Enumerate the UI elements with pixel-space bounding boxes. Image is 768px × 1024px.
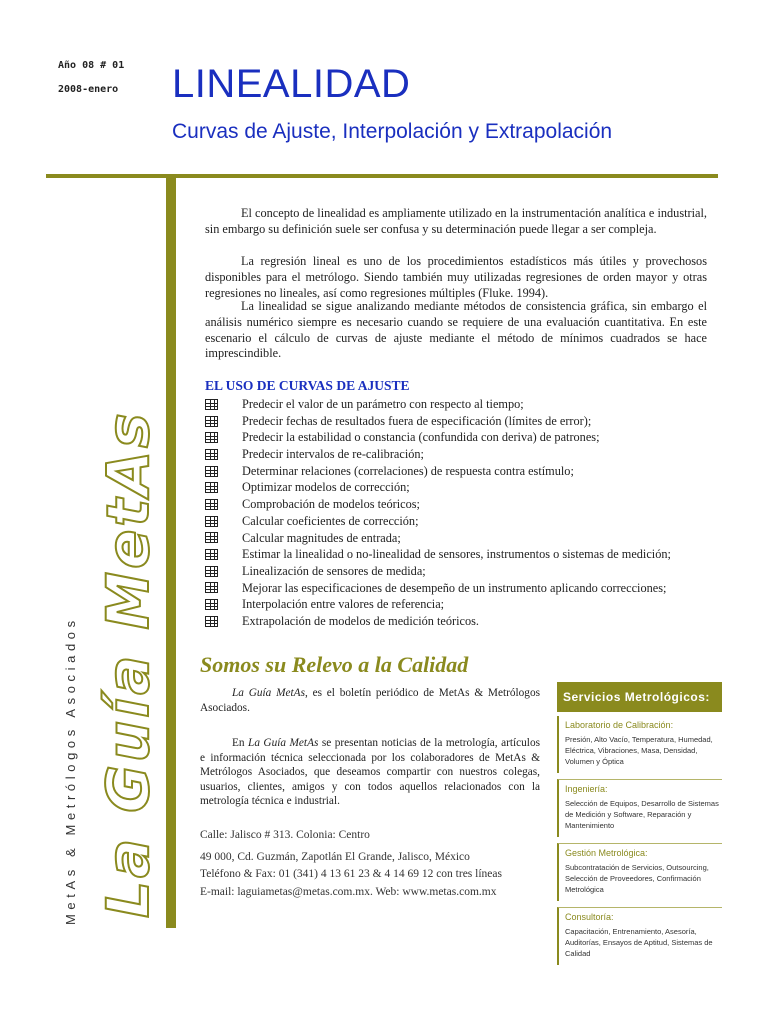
list-item: [205, 413, 671, 430]
list-item-text: Estimar la linealidad o no-linealidad de sensores, instrumentos o sistemas de medición;: [242, 547, 671, 562]
logo-text-la: La Guía: [94, 652, 162, 918]
list-item: [205, 563, 671, 580]
list-item: [205, 446, 671, 463]
contact-address: Calle: Jalisco # 313. Colonia: Centro: [200, 829, 370, 841]
grid-bullet-icon: [205, 582, 218, 593]
intro-paragraph: [205, 254, 707, 301]
list-item-text: Determinar relaciones (correlaciones) de respuesta contra estímulo;: [242, 463, 574, 478]
list-item-text: Optimizar modelos de corrección;: [242, 480, 410, 495]
grid-bullet-icon: [205, 599, 218, 610]
grid-bullet-icon: [205, 549, 218, 560]
list-item-text: Extrapolación de modelos de medición teóricos.: [242, 613, 479, 628]
list-item: [205, 496, 671, 513]
list-item-text: Calcular magnitudes de entrada;: [242, 530, 401, 545]
intro-paragraph: [205, 206, 707, 238]
grid-bullet-icon: [205, 432, 218, 443]
service-title: Gestión Metrológica:: [565, 848, 648, 858]
service-item: [557, 716, 722, 773]
list-item: [205, 479, 671, 496]
grid-bullet-icon: [205, 482, 218, 493]
service-item: [557, 907, 722, 965]
page-title: LINEALIDAD: [172, 62, 411, 106]
intro-p2-text: La regresión lineal es uno de los procedimientos estadísticos más útiles y provechosos disponibles para el metrólogo. Siendo también muy utilizadas regresiones de orden mayor y otras regresiones no lineales, así como regresiones múltiples (Fluke. 1994).: [205, 254, 707, 300]
section-heading: EL USO DE CURVAS DE AJUSTE: [205, 378, 410, 393]
page-subtitle: Curvas de Ajuste, Interpolación y Extrapolación: [172, 120, 613, 143]
relevo-p2-start: En: [232, 737, 249, 749]
newsletter-logo: [94, 410, 162, 918]
grid-bullet-icon: [205, 499, 218, 510]
intro-p1-text: El concepto de linealidad es ampliamente utilizado en la instrumentación analítica e industrial, sin embargo su definición suele ser confusa y su determinación puede llegar a ser compleja.: [205, 206, 707, 236]
contact-email-web[interactable]: E-mail: laguiametas@metas.com.mx. Web: www.metas.com.mx: [200, 886, 497, 898]
grid-bullet-icon: [205, 466, 218, 477]
grid-bullet-icon: [205, 566, 218, 577]
service-title: Consultoría:: [565, 912, 614, 922]
list-item: [205, 429, 671, 446]
list-item: [205, 463, 671, 480]
service-desc: Selección de Equipos, Desarrollo de Sistemas de Medición y Software, Reparación y Mantenimiento: [565, 799, 719, 830]
list-item: [205, 613, 671, 630]
newsletter-name: La Guía MetAs: [232, 687, 305, 699]
header-divider: [46, 174, 718, 178]
service-title: Ingeniería:: [565, 784, 608, 794]
service-item: [557, 779, 722, 837]
grid-bullet-icon: [205, 532, 218, 543]
grid-bullet-icon: [205, 516, 218, 527]
list-item-text: Comprobación de modelos teóricos;: [242, 497, 420, 512]
contact-phone: Teléfono & Fax: 01 (341) 4 13 61 23 & 4 14 69 12 con tres líneas: [200, 868, 502, 880]
grid-bullet-icon: [205, 399, 218, 410]
list-item: [205, 596, 671, 613]
list-item: [205, 396, 671, 413]
newsletter-name: La Guía MetAs: [248, 737, 319, 749]
intro-p3-text: La linealidad se sigue analizando mediante métodos de consistencia gráfica, sin embargo el análisis numérico siempre es necesario cuando se requiere de una evaluación cuantitativa. En este escenario el cálculo de curvas de ajuste mediante el método de mínimos cuadrados se hace imprescindible.: [205, 299, 707, 361]
service-title: Laboratorio de Calibración:: [565, 720, 674, 730]
grid-bullet-icon: [205, 449, 218, 460]
grid-bullet-icon: [205, 416, 218, 427]
list-item: [205, 546, 671, 563]
services-box: [557, 682, 722, 965]
issue-number: Año 08 # 01: [58, 60, 125, 71]
list-item: [205, 530, 671, 547]
contact-city: 49 000, Cd. Guzmán, Zapotlán El Grande, Jalisco, México: [200, 851, 470, 863]
list-item-text: Predecir la estabilidad o constancia (confundida con deriva) de patrones;: [242, 430, 600, 445]
intro-paragraph: [205, 299, 707, 362]
uses-list: [205, 396, 671, 630]
list-item-text: Interpolación entre valores de referencia;: [242, 597, 445, 612]
list-item: [205, 580, 671, 597]
list-item: [205, 513, 671, 530]
service-desc: Subcontratación de Servicios, Outsourcing, Selección de Proveedores, Confirmación Metrológica: [565, 863, 709, 894]
relevo-p2-text: se presentan noticias de la metrología, artículos e información técnica seleccionada por los colaboradores de MetAs & Metrólogos Asociados, que deseamos compartir con nuestros colegas, usuarios, clientes, amigos y con todos aquellos relacionados con la metrología técnica e industrial.: [200, 737, 540, 807]
service-desc: Capacitación, Entrenamiento, Asesoría, Auditorías, Ensayos de Aptitud, Sistemas de Calidad: [565, 927, 713, 958]
service-item: [557, 843, 722, 901]
list-item-text: Predecir el valor de un parámetro con respecto al tiempo;: [242, 397, 524, 411]
service-desc: Presión, Alto Vacío, Temperatura, Humedad, Eléctrica, Vibraciones, Masa, Densidad, Volumen y Óptica: [565, 735, 713, 766]
list-item-text: Linealización de sensores de medida;: [242, 563, 426, 578]
services-header: Servicios Metrológicos:: [557, 682, 722, 712]
sidebar-divider: [166, 178, 176, 928]
list-item-text: Predecir intervalos de re-calibración;: [242, 447, 424, 462]
relevo-paragraph: [200, 686, 540, 715]
logo-text-metas: MetAs: [94, 410, 162, 630]
relevo-heading: Somos su Relevo a la Calidad: [200, 652, 469, 677]
publisher-vertical-text: MetAs & Metrólogos Asociados: [63, 616, 78, 925]
list-item-text: Predecir fechas de resultados fuera de especificación (límites de error);: [242, 413, 592, 428]
list-item-text: Calcular coeficientes de corrección;: [242, 513, 419, 528]
relevo-paragraph: [200, 736, 540, 809]
issue-date: 2008-enero: [58, 84, 119, 95]
grid-bullet-icon: [205, 616, 218, 627]
list-item-text: Mejorar las especificaciones de desempeño de un instrumento aplicando correcciones;: [242, 580, 667, 595]
relevo-p1-text: , es el boletín periódico de MetAs & Metrólogos Asociados.: [200, 687, 540, 714]
